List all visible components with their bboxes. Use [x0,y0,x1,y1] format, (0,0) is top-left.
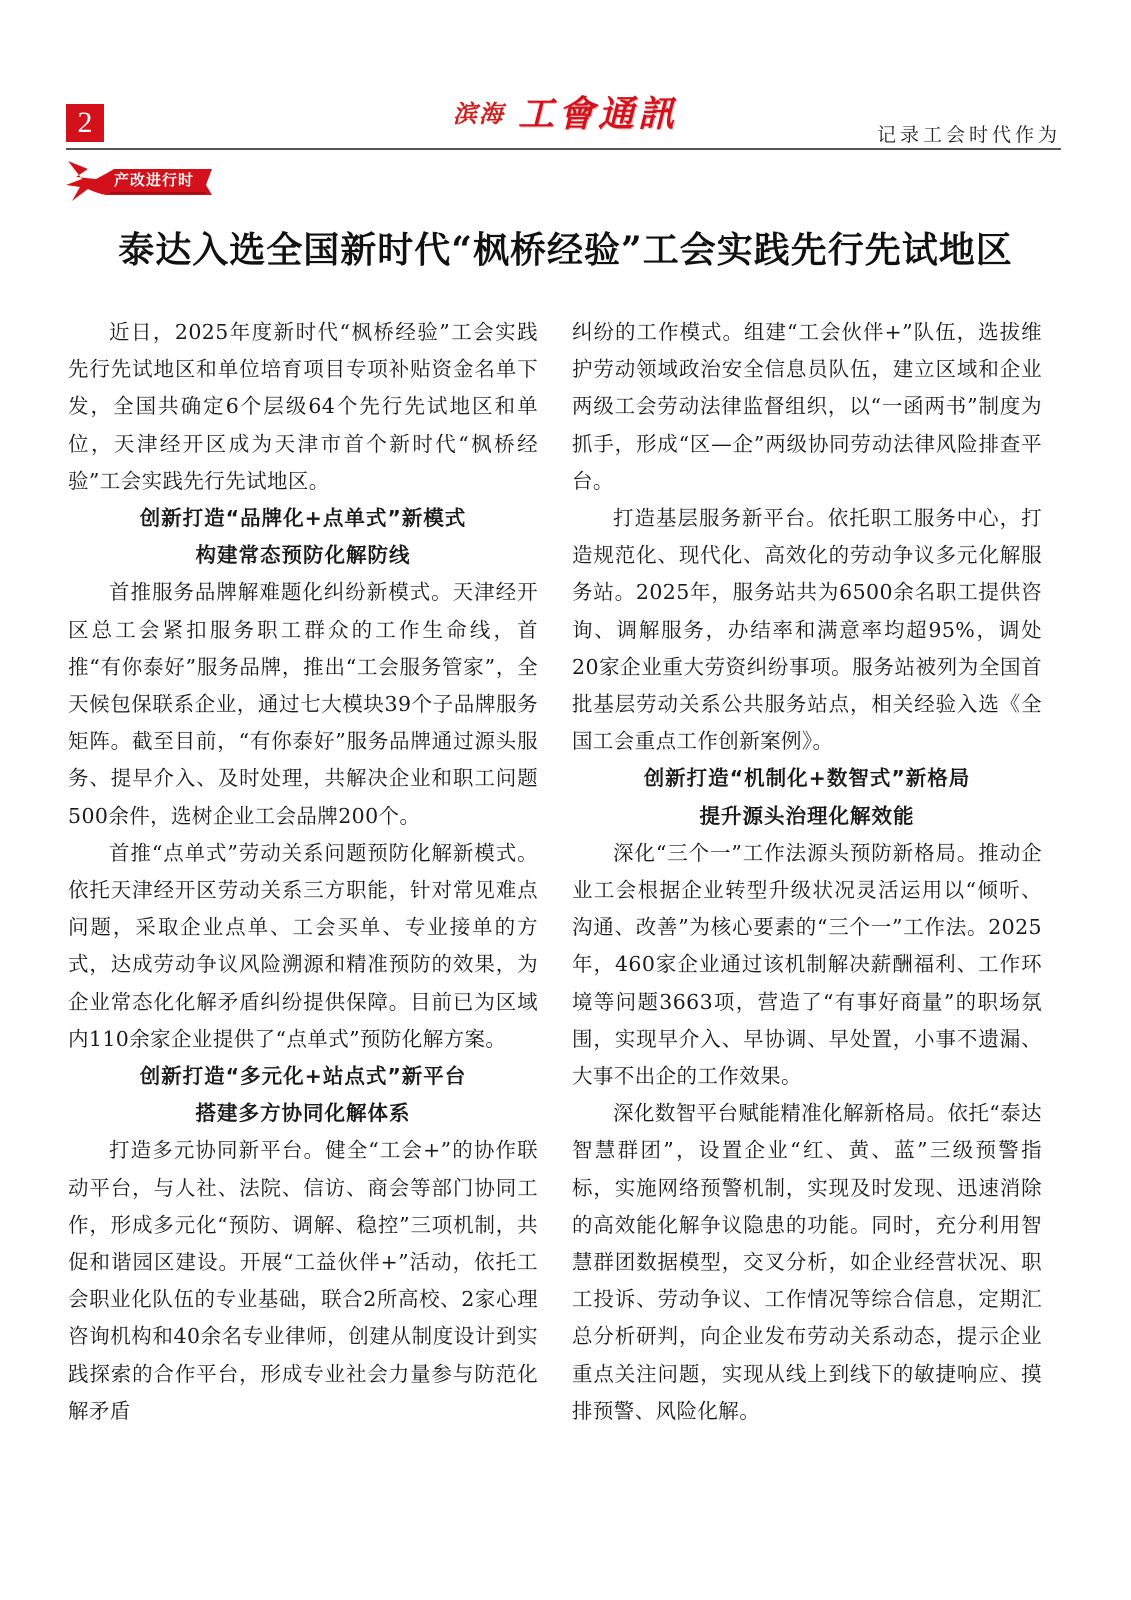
paragraph: 打造多元协同新平台。健全“工会+”的协作联动平台，与人社、法院、信访、商会等部门协同工作，形成多元化“预防、调解、稳控”三项机制，共促和谐园区建设。开展“工益伙伴+”活动，依托工会职业化队伍的专业基础，联合2所高校、2家心理咨询机构和40余名专业律师，创建从制度设计到实践探索的合作平台，形成专业社会力量参与防范化解矛盾 [68,1138,538,1423]
subheading: 创新打造“机制化+数智式”新格局 [643,766,971,791]
masthead-binhai: 滨海 [452,100,505,128]
subheading: 创新打造“多元化+站点式”新平台 [139,1064,467,1089]
tagline: 记录工会时代作为 [876,124,1061,146]
subheading: 构建常态预防化解防线 [195,543,411,568]
right-column [572,314,1042,1430]
masthead-title: 工會通訊 [518,93,679,135]
section-tag [66,155,216,205]
article-title: 泰达入选全国新时代“枫桥经验”工会实践先行先试地区 [118,229,1013,271]
paragraph: 近日，2025年度新时代“枫桥经验”工会实践先行先试地区和单位培育项目专项补贴资金名单下发，全国共确定6个层级64个先行先试地区和单位，天津经开区成为天津市首个新时代“枫桥经验”工会实践先行先试地区。 [68,320,538,493]
paragraph: 深化“三个一”工作法源头预防新格局。推动企业工会根据企业转型升级状况灵活运用以“倾听、沟通、改善”为核心要素的“三个一”工作法。2025年，460家企业通过该机制解决薪酬福利、工作环境等问题3663项，营造了“有事好商量”的职场氛围，实现早介入、早协调、早处置，小事不遗漏、大事不出企的工作效果。 [572,840,1042,1089]
paragraph: 首推“点单式”劳动关系问题预防化解新模式。依托天津经开区劳动关系三方职能，针对常见难点问题，采取企业点单、工会买单、专业接单的方式，达成劳动争议风险溯源和精准预防的效果，为企业常态化化解矛盾纠纷提供保障。目前已为区域内110余家企业提供了“点单式”预防化解方案。 [68,840,538,1051]
page-number: 2 [66,104,104,142]
paragraph: 打造基层服务新平台。依托职工服务中心，打造规范化、现代化、高效化的劳动争议多元化解服务站。2025年，服务站共为6500余名职工提供咨询、调解服务，办结率和满意率均超95%，调处20家企业重大劳资纠纷事项。服务站被列为全国首批基层劳动关系公共服务站点，相关经验入选《全国工会重点工作创新案例》。 [572,506,1042,754]
left-column [68,314,538,1430]
header-rule [66,148,1061,150]
section-tag-label: 产改进行时 [114,171,195,189]
subheading: 创新打造“品牌化+点单式”新模式 [139,506,467,531]
paragraph: 深化数智平台赋能精准化解新格局。依托“泰达智慧群团”，设置企业“红、黄、蓝”三级预警指标，实施网络预警机制，实现及时发现、迅速消除的高效能化解争议隐患的功能。同时，充分利用智慧群团数据模型，交叉分析，如企业经营状况、职工投诉、劳动争议、工作情况等综合信息，定期汇总分析研判，向企业发布劳动关系动态，提示企业重点关注问题，实现从线上到线下的敏捷响应、摸排预警、风险化解。 [572,1101,1042,1423]
paragraph: 纠纷的工作模式。组建“工会伙伴+”队伍，选拔维护劳动领域政治安全信息员队伍，建立区域和企业两级工会劳动法律监督组织，以“一函两书”制度为抓手，形成“区—企”两级协同劳动法律风险排查平台。 [572,320,1042,493]
paragraph: 首推服务品牌解难题化纠纷新模式。天津经开区总工会紧扣服务职工群众的工作生命线，首推“有你泰好”服务品牌，推出“工会服务管家”，全天候包保联系企业，通过七大模块39个子品牌服务矩阵。截至目前，“有你泰好”服务品牌通过源头服务、提早介入、及时处理，共解决企业和职工问题500余件，选树企业工会品牌200个。 [68,580,538,828]
subheading: 搭建多方协同化解体系 [195,1101,411,1126]
subheading: 提升源头治理化解效能 [699,803,915,828]
